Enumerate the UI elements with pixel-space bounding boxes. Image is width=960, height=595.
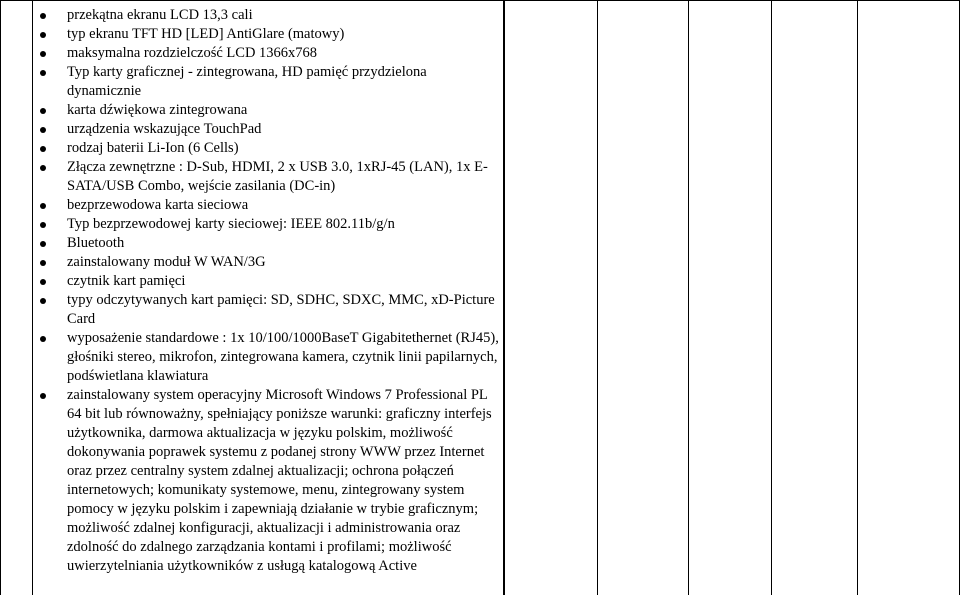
list-item <box>40 63 500 101</box>
bullet-icon <box>40 203 46 209</box>
column-divider <box>597 0 598 595</box>
list-item-text: urządzenia wskazujące TouchPad <box>67 121 262 137</box>
bullet-icon <box>40 127 46 133</box>
list-item-text: przekątna ekranu LCD 13,3 cali <box>67 7 253 23</box>
list-item <box>40 329 500 386</box>
spec-list <box>40 6 500 576</box>
list-item-text: rodzaj baterii Li-Ion (6 Cells) <box>67 140 239 156</box>
bullet-icon <box>40 13 46 19</box>
list-item-text: typ ekranu TFT HD [LED] AntiGlare (matowy) <box>67 26 345 42</box>
list-item <box>40 253 500 272</box>
list-item <box>40 234 500 253</box>
bullet-icon <box>40 70 46 76</box>
list-item-text: Bluetooth <box>67 235 125 251</box>
bullet-icon <box>40 393 46 399</box>
column-divider <box>857 0 858 595</box>
list-item-text: maksymalna rozdzielczość LCD 1366x768 <box>67 45 318 61</box>
list-item <box>40 291 500 329</box>
bullet-icon <box>40 336 46 342</box>
list-item-text: Typ bezprzewodowej karty sieciowej: IEEE 802.11b/g/n <box>67 216 395 232</box>
list-item-text: karta dźwiękowa zintegrowana <box>67 102 248 118</box>
list-item <box>40 120 500 139</box>
column-divider <box>688 0 689 595</box>
column-divider <box>503 0 505 595</box>
table-border-top <box>0 0 960 1</box>
list-item <box>40 272 500 291</box>
bullet-icon <box>40 146 46 152</box>
bullet-icon <box>40 165 46 171</box>
list-item <box>40 158 500 196</box>
list-item-text: Typ karty graficznej - zintegrowana, HD pamięć przydzielona dynamicznie <box>67 64 427 99</box>
bullet-icon <box>40 32 46 38</box>
list-item <box>40 101 500 120</box>
list-item <box>40 6 500 25</box>
list-item-text: zainstalowany system operacyjny Microsoft Windows 7 Professional PL 64 bit lub równoważny, spełniający poniższe warunki: graficzny interfejs użytkownika, darmowa aktualizacja w języku polskim, możliwość dokonywania poprawek systemu z podanej strony WWW przez Internet oraz przez centralny system zdalnej aktualizacji; ochrona połączeń internetowych; komunikaty systemowe, menu, zintegrowany system pomocy w języku polskim i zapewniają działanie w trybie graficznym; możliwość zdalnej konfiguracji, aktualizacji i administrowania oraz zdolność do zdalnego zarządzania kontami i profilami; możliwość uwierzytelniania użytkowników z usługą katalogową Active <box>67 387 492 574</box>
bullet-icon <box>40 298 46 304</box>
list-item <box>40 386 500 576</box>
list-item-text: wyposażenie standardowe : 1x 10/100/1000BaseT Gigabitethernet (RJ45), głośniki stereo, mikrofon, zintegrowana kamera, czytnik linii papilarnych, podświetlana klawiatura <box>67 330 499 384</box>
bullet-icon <box>40 241 46 247</box>
list-item-text: bezprzewodowa karta sieciowa <box>67 197 249 213</box>
bullet-icon <box>40 260 46 266</box>
list-item <box>40 139 500 158</box>
list-item-text: zainstalowany moduł W WAN/3G <box>67 254 266 270</box>
column-divider <box>32 0 33 595</box>
list-item <box>40 196 500 215</box>
list-item <box>40 44 500 63</box>
list-item-text: Złącza zewnętrzne : D-Sub, HDMI, 2 x USB 3.0, 1xRJ-45 (LAN), 1x E-SATA/USB Combo, wejście zasilania (DC-in) <box>67 159 488 194</box>
bullet-icon <box>40 108 46 114</box>
list-item <box>40 215 500 234</box>
column-divider <box>771 0 772 595</box>
list-item-text: czytnik kart pamięci <box>67 273 186 289</box>
bullet-icon <box>40 222 46 228</box>
bullet-icon <box>40 51 46 57</box>
bullet-icon <box>40 279 46 285</box>
list-item-text: typy odczytywanych kart pamięci: SD, SDHC, SDXC, MMC, xD-Picture Card <box>67 292 495 327</box>
list-item <box>40 25 500 44</box>
table-border-left <box>0 0 1 595</box>
